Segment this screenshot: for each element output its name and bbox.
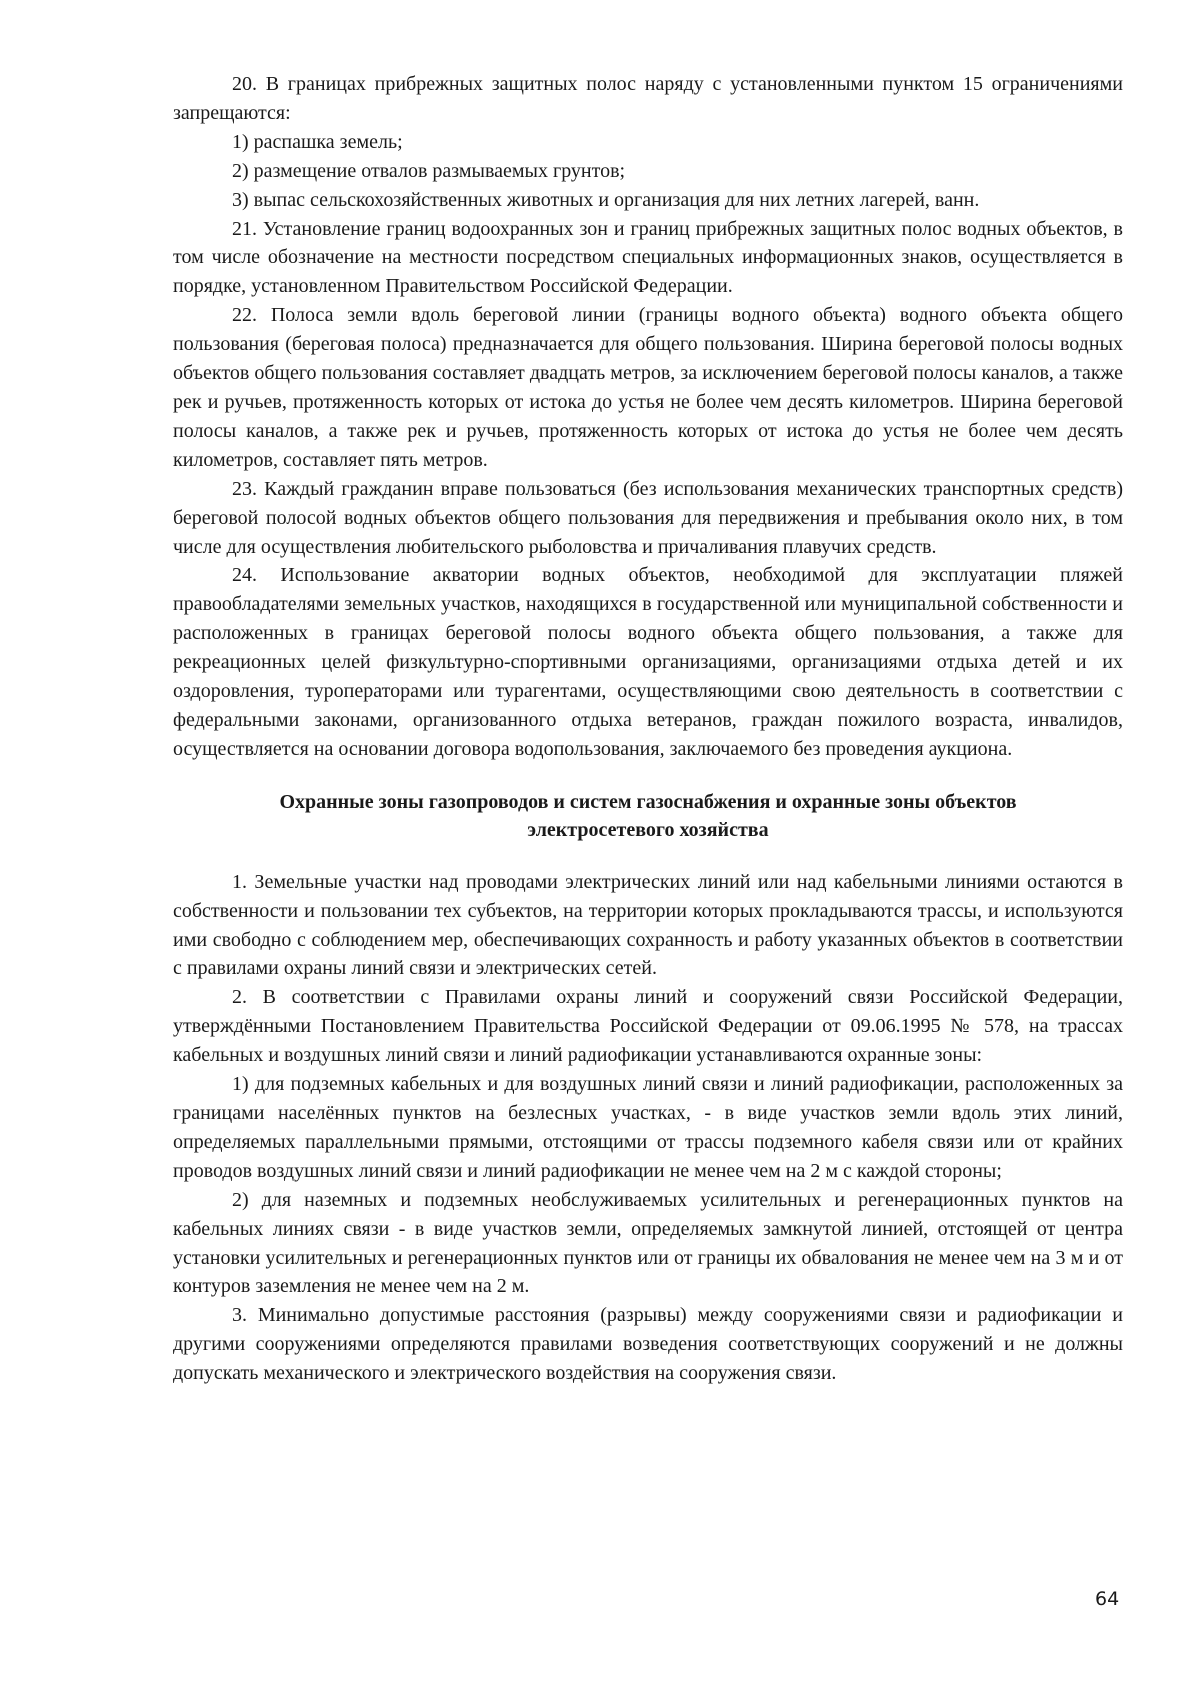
paragraph-22: 22. Полоса земли вдоль береговой линии (границы водного объекта) водного объекта общего пользования (береговая полоса) предназначается для общего пользования. Ширина береговой полосы водных объектов общего пользования составляет двадцать метров, за исключением береговой полосы каналов, а также рек и ручьев, протяженность которых от истока до устья не более чем десять километров. Ширина береговой полосы каналов, а также рек и ручьев, протяженность которых от истока до устья не более чем десять километров, составляет пять метров. <box>173 304 1123 471</box>
page-content <box>173 70 1123 1388</box>
section-heading-line2: электросетевого хозяйства <box>527 818 769 841</box>
paragraph-23: 23. Каждый гражданин вправе пользоваться (без использования механических транспортных средств) береговой полосой водных объектов общего пользования для передвижения и пребывания около них, в том числе для осуществления любительского рыболовства и причаливания плавучих средств. <box>173 477 1123 558</box>
list-item: 1) для подземных кабельных и для воздушных линий связи и линий радиофикации, расположенных за границами населённых пунктов на безлесных участках, - в виде участков земли вдоль этих линий, определяемых параллельными прямыми, отстоящими от трассы подземного кабеля связи или от крайних проводов воздушных линий связи и линий радиофикации не менее чем на 2 м с каждой стороны; <box>173 1073 1123 1182</box>
paragraph-1: 1. Земельные участки над проводами электрических линий или над кабельными линиями остаются в собственности и пользовании тех субъектов, на территории которых прокладываются трассы, и используются ими свободно с соблюдением мер, обеспечивающих сохранность и работу указанных объектов в соответствии с правилами охраны линий связи и электрических сетей. <box>173 870 1123 980</box>
paragraph-2: 2. В соответствии с Правилами охраны линий и сооружений связи Российской Федерации, утверждёнными Постановлением Правительства Российской Федерации от 09.06.1995 № 578, на трассах кабельных и воздушных линий связи и линий радиофикации устанавливаются охранные зоны: <box>173 986 1123 1067</box>
section-heading <box>173 788 1123 844</box>
section-heading-line1: Охранные зоны газопроводов и систем газоснабжения и охранные зоны объектов <box>279 790 1017 813</box>
paragraph-24: 24. Использование акватории водных объектов, необходимой для эксплуатации пляжей правообладателями земельных участков, находящихся в государственной или муниципальной собственности и расположенных в границах береговой полосы водного объекта общего пользования, а также для рекреационных целей физкультурно-спортивными организациями, организациями отдыха детей и их оздоровления, туроператорами или турагентами, осуществляющими свою деятельность в соответствии с федеральными законами, организованного отдыха ветеранов, граждан пожилого возраста, инвалидов, осуществляется на основании договора водопользования, заключаемого без проведения аукциона. <box>173 564 1123 760</box>
list-item: 2) для наземных и подземных необслуживаемых усилительных и регенерационных пунктов на кабельных линиях связи - в виде участков земли, определяемых замкнутой линией, отстоящей от центра установки усилительных и регенерационных пунктов или от границы их обвалования не менее чем на 3 м и от контуров заземления не менее чем на 2 м. <box>173 1188 1123 1298</box>
list-item: 1) распашка земель; <box>232 130 403 153</box>
paragraph-20: 20. В границах прибрежных защитных полос наряду с установленными пунктом 15 ограничениями запрещаются: <box>173 73 1123 124</box>
list-item: 3) выпас сельскохозяйственных животных и организация для них летних лагерей, ванн. <box>232 188 980 211</box>
paragraph-3: 3. Минимально допустимые расстояния (разрывы) между сооружениями связи и радиофикации и другими сооружениями определяются правилами возведения соответствующих сооружений и не должны допускать механического и электрического воздействия на сооружения связи. <box>173 1304 1123 1385</box>
page-number: 64 <box>1095 1588 1120 1610</box>
list-item: 2) размещение отвалов размываемых грунтов; <box>232 159 626 182</box>
paragraph-21: 21. Установление границ водоохранных зон и границ прибрежных защитных полос водных объектов, в том числе обозначение на местности посредством специальных информационных знаков, осуществляется в порядке, установленном Правительством Российской Федерации. <box>173 217 1123 298</box>
